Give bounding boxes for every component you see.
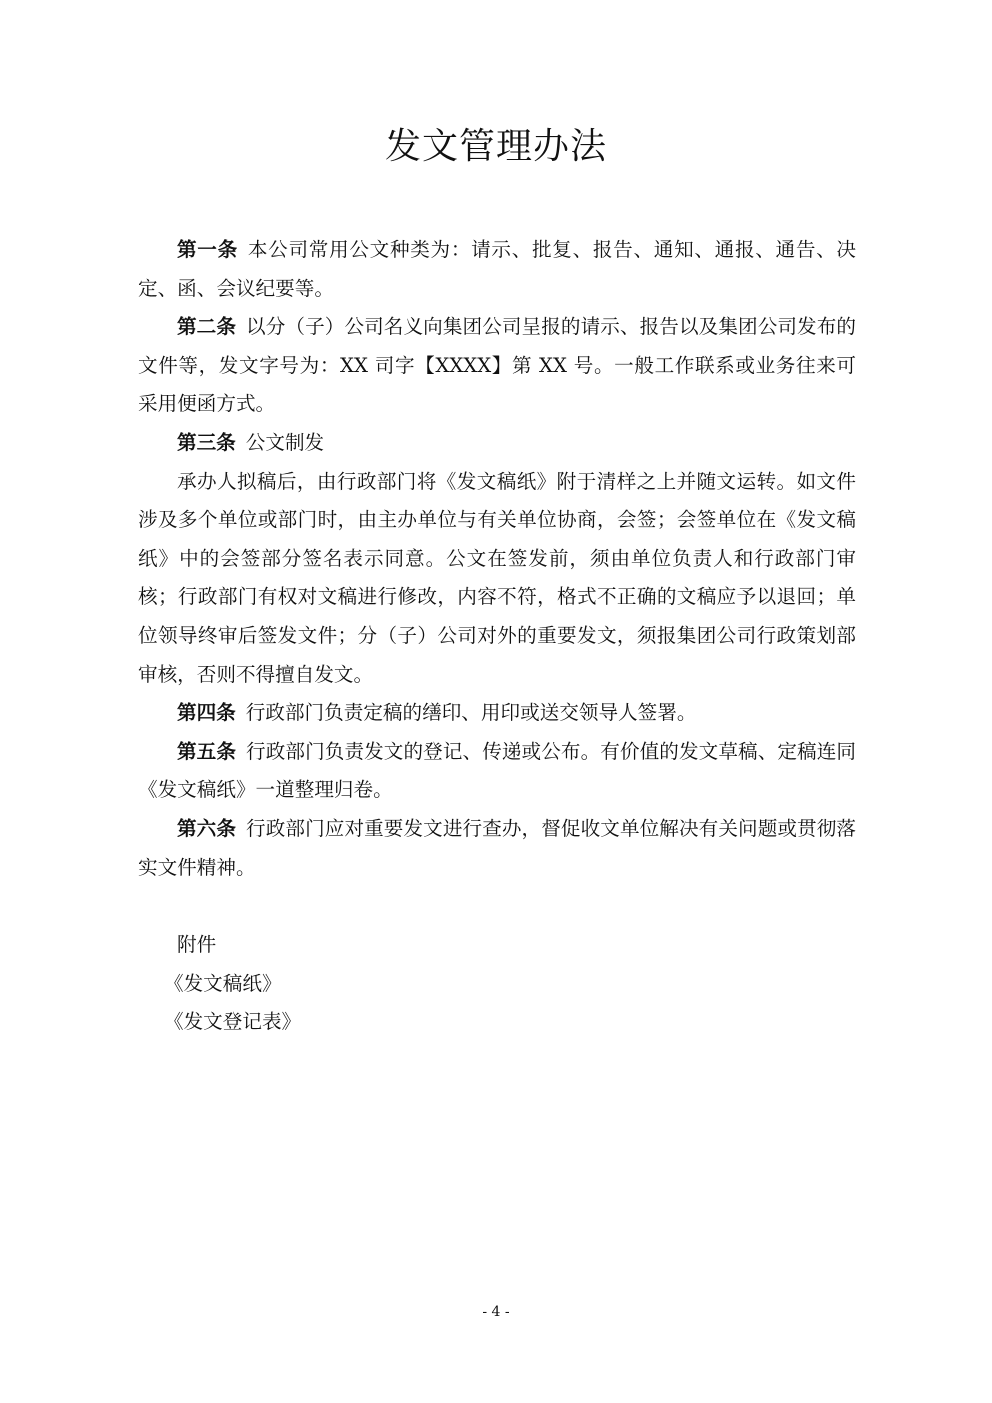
- article-6: [138, 810, 856, 887]
- article-text: 以分（子）公司名义向集团公司呈报的请示、报告以及集团公司发布的文件等，发文字号为：XX 司字【XXXX】第 XX 号。一般工作联系或业务往来可采用便函方式。: [138, 315, 857, 416]
- article-text: 公文制发: [245, 430, 325, 454]
- article-label: 第三条: [177, 430, 236, 454]
- attachment-item: 《发文登记表》: [164, 1010, 302, 1034]
- document-body: [138, 231, 856, 887]
- article-4: [138, 694, 856, 733]
- article-3-detail: [138, 463, 856, 695]
- article-text: 行政部门应对重要发文进行查办，督促收文单位解决有关问题或贯彻落实文件精神。: [138, 816, 857, 879]
- article-1: [138, 231, 856, 308]
- article-text: 行政部门负责发文的登记、传递或公布。有价值的发文草稿、定稿连同《发文稿纸》一道整理归卷。: [138, 739, 857, 802]
- article-label: 第四条: [177, 701, 236, 725]
- article-text: 本公司常用公文种类为：请示、批复、报告、通知、通报、通告、决定、函、会议纪要等。: [138, 238, 857, 300]
- article-5: [138, 733, 856, 810]
- attachment-item: 《发文稿纸》: [164, 971, 282, 995]
- article-text: 承办人拟稿后，由行政部门将《发文稿纸》附于清样之上并随文运转。如文件涉及多个单位或部门时，由主办单位与有关单位协商，会签；会签单位在《发文稿纸》中的会签部分签名表示同意。公文在签发前，须由单位负责人和行政部门审核；行政部门有权对文稿进行修改，内容不符，格式不正确的文稿应予以退回；单位领导终审后签发文件；分（子）公司对外的重要发文，须报集团公司行政策划部审核，否则不得擅自发文。: [138, 469, 856, 686]
- article-label: 第二条: [177, 315, 237, 339]
- article-text: 行政部门负责定稿的缮印、用印或送交领导人签署。: [245, 701, 697, 725]
- page-title: 发文管理办法: [384, 126, 607, 167]
- attachments-section: [138, 926, 856, 1042]
- article-label: 第一条: [177, 238, 238, 261]
- page-number: - 4 -: [482, 1304, 510, 1320]
- article-label: 第六条: [177, 816, 237, 840]
- attachments-heading: 附件: [177, 933, 217, 956]
- article-2: [138, 308, 856, 424]
- article-3: [138, 424, 856, 463]
- article-label: 第五条: [177, 739, 237, 763]
